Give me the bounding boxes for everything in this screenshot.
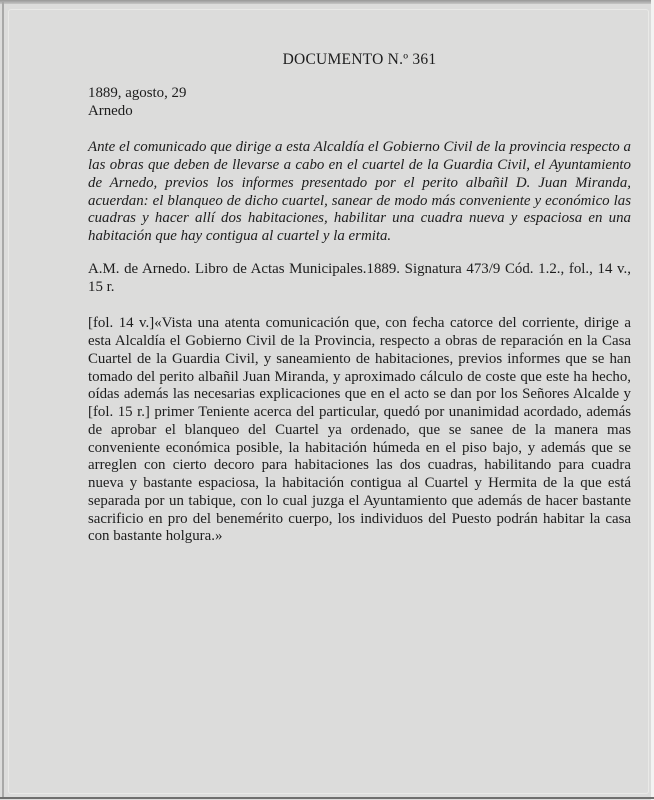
scan-edge-left <box>2 2 4 798</box>
archival-citation: A.M. de Arnedo. Libro de Actas Municipales.1889. Signatura 473/9 Cód. 1.2., fol., 14 v., 15 r. <box>88 260 631 295</box>
document-dateline <box>88 85 631 121</box>
document-transcription: [fol. 14 v.]«Vista una atenta comunicación que, con fecha catorce del corriente, dirige a esta Alcaldía el Gobierno Civil de la Provincia, respecto a obras de reparación en la Casa Cuartel de la Guardia Civil, y saneamiento de habitaciones, previos informes que se han tomado del perito albañil Juan Miranda, y aproximado cálculo de coste que este ha hecho, oídas además las necesarias explicaciones que en el acto se dan por los Señores Alcalde y [fol. 15 r.] primer Teniente acerca del particular, quedó por unanimidad acordado, además de aprobar el blanqueo del Cuartel ya ordenado, que se sanee de la manera mas conveniente económica posible, la habitación húmeda en el piso bajo, y además que se arreglen con cierto decoro para habitaciones las dos cuadras, habilitando para cuadra nueva y bastante espaciosa, la habitación contigua al Cuartel y Hermita de la que está separada por un tabique, con lo cual juzga el Ayuntamiento que además de hacer bastante sacrificio en pro del benemérito cuerpo, los individuos del Puesto podrán habitar la casa con bastante holgura.» <box>88 315 631 545</box>
document-title: DOCUMENTO N.º 361 <box>282 51 437 68</box>
document-date: 1889, agosto, 29 <box>88 84 187 101</box>
scan-edge-top <box>0 0 654 4</box>
scan-edge-bottom <box>0 797 654 799</box>
document-abstract: Ante el comunicado que dirige a esta Alcaldía el Gobierno Civil de la provincia respecto a las obras que deben de llevarse a cabo en el cuartel de la Guardia Civil, el Ayuntamiento de Arnedo, previos los informes presentado por el perito albañil D. Juan Miranda, acuerdan: el blanqueo de dicho cuartel, sanear de modo más conveniente y económico las cuadras y hacer allí dos habitaciones, habilitar una cuadra nueva y espaciosa en una habitación que hay contigua al cuartel y la ermita. <box>88 139 631 244</box>
document-place: Arnedo <box>88 102 133 119</box>
document-content <box>88 51 631 546</box>
